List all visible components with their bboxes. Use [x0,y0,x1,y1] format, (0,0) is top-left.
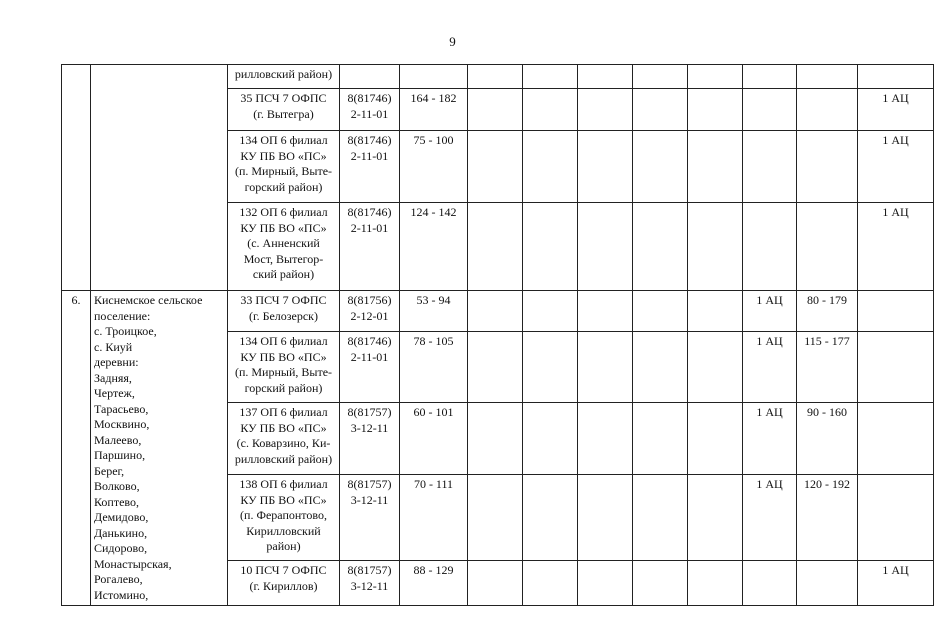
cell-r5 [688,403,743,475]
cell-r5 [688,291,743,332]
cell-r3 [578,403,633,475]
cell-r8 [858,475,934,561]
cell-phone: 8(81756) 2-12-01 [340,291,400,332]
cell-r8 [858,65,934,89]
cell-r7 [797,89,858,131]
cell-distance: 124 - 142 [400,203,468,291]
cell-distance: 70 - 111 [400,475,468,561]
cell-r6: 1 АЦ [743,475,797,561]
cell-r6 [743,561,797,606]
cell-r3 [578,475,633,561]
cell-r7 [797,561,858,606]
cell-r7: 120 - 192 [797,475,858,561]
cell-phone: 8(81746) 2-11-01 [340,89,400,131]
settlement-description: Киснемское сельское поселение: с. Троицкое, с. Киуй деревни: Задняя, Чертеж, Тарасьево, Москвино, Малеево, Паршино, Берег, Волково, Коптево, Демидово, Данькино, Сидорово, Монастырская, Рогалево, Истомино, [91,291,228,606]
cell-unit: 33 ПСЧ 7 ОФПС (г. Белозерск) [228,291,340,332]
cell-r5 [688,561,743,606]
cell-unit: 134 ОП 6 филиал КУ ПБ ВО «ПС» (п. Мирный, Выте- горский район) [228,131,340,203]
page-number: 9 [449,34,456,49]
cell-r3 [578,561,633,606]
cell-r6: 1 АЦ [743,403,797,475]
cell-r2 [523,475,578,561]
cell-r1 [468,475,523,561]
cell-phone: 8(81757) 3-12-11 [340,475,400,561]
cell-r7 [797,65,858,89]
cell-r2 [523,131,578,203]
cell-r3 [578,89,633,131]
cell-r5 [688,475,743,561]
cell-phone [340,65,400,89]
cell-r4 [633,203,688,291]
cell-distance: 164 - 182 [400,89,468,131]
cell-distance: 78 - 105 [400,332,468,403]
cell-r7: 90 - 160 [797,403,858,475]
cell-r8 [858,291,934,332]
cell-r5 [688,89,743,131]
cell-r3 [578,131,633,203]
cell-r6 [743,65,797,89]
cell-r4 [633,65,688,89]
cell-r5 [688,65,743,89]
cell-r1 [468,561,523,606]
cell-r4 [633,89,688,131]
cell-r5 [688,131,743,203]
cell-r3 [578,65,633,89]
cell-r1 [468,89,523,131]
cell-unit: 132 ОП 6 филиал КУ ПБ ВО «ПС» (с. Анненский Мост, Вытегор- ский район) [228,203,340,291]
cell-r3 [578,203,633,291]
cell-r1 [468,291,523,332]
cell-phone: 8(81757) 3-12-11 [340,403,400,475]
cell-r8 [858,403,934,475]
section-number: 6. [62,291,91,606]
cell-unit: 10 ПСЧ 7 ОФПС (г. Кириллов) [228,561,340,606]
cell-r3 [578,291,633,332]
cell-r7: 80 - 179 [797,291,858,332]
cell-unit: 35 ПСЧ 7 ОФПС (г. Вытегра) [228,89,340,131]
cell-distance: 75 - 100 [400,131,468,203]
cell-distance: 53 - 94 [400,291,468,332]
cell-r8: 1 АЦ [858,131,934,203]
cell-r2 [523,89,578,131]
cell-r1 [468,203,523,291]
cell-r2 [523,203,578,291]
cell-r2 [523,65,578,89]
cell-r8 [858,332,934,403]
table-row [62,291,934,332]
cell-distance: 88 - 129 [400,561,468,606]
cell-unit: 138 ОП 6 филиал КУ ПБ ВО «ПС» (п. Ферапонтово, Кирилловский район) [228,475,340,561]
cell-r5 [688,203,743,291]
cell-r5 [688,332,743,403]
cell-unit: 137 ОП 6 филиал КУ ПБ ВО «ПС» (с. Коварзино, Ки- рилловский район) [228,403,340,475]
cell-r1 [468,131,523,203]
cell-r1 [468,65,523,89]
cell-r6 [743,131,797,203]
cell-r8: 1 АЦ [858,89,934,131]
cell-phone: 8(81746) 2-11-01 [340,131,400,203]
cell-r3 [578,332,633,403]
cell-r1 [468,332,523,403]
cell-r7 [797,203,858,291]
cell-r2 [523,403,578,475]
cell-r6 [743,203,797,291]
cell-settlement [91,65,228,291]
cell-r4 [633,131,688,203]
cell-r8: 1 АЦ [858,561,934,606]
cell-unit: риллoвский район) [228,65,340,89]
cell-r4 [633,561,688,606]
cell-r7: 115 - 177 [797,332,858,403]
cell-r4 [633,291,688,332]
cell-r2 [523,291,578,332]
cell-number [62,65,91,291]
cell-phone: 8(81757) 3-12-11 [340,561,400,606]
cell-r4 [633,403,688,475]
cell-r6 [743,89,797,131]
cell-r4 [633,332,688,403]
table-row [62,65,934,89]
cell-distance: 60 - 101 [400,403,468,475]
cell-r6: 1 АЦ [743,332,797,403]
cell-distance [400,65,468,89]
cell-r2 [523,332,578,403]
cell-r2 [523,561,578,606]
cell-r8: 1 АЦ [858,203,934,291]
cell-r1 [468,403,523,475]
cell-unit: 134 ОП 6 филиал КУ ПБ ВО «ПС» (п. Мирный, Выте- горский район) [228,332,340,403]
cell-phone: 8(81746) 2-11-01 [340,203,400,291]
cell-phone: 8(81746) 2-11-01 [340,332,400,403]
cell-r6: 1 АЦ [743,291,797,332]
cell-r7 [797,131,858,203]
cell-r4 [633,475,688,561]
fire-coverage-table [61,64,934,606]
